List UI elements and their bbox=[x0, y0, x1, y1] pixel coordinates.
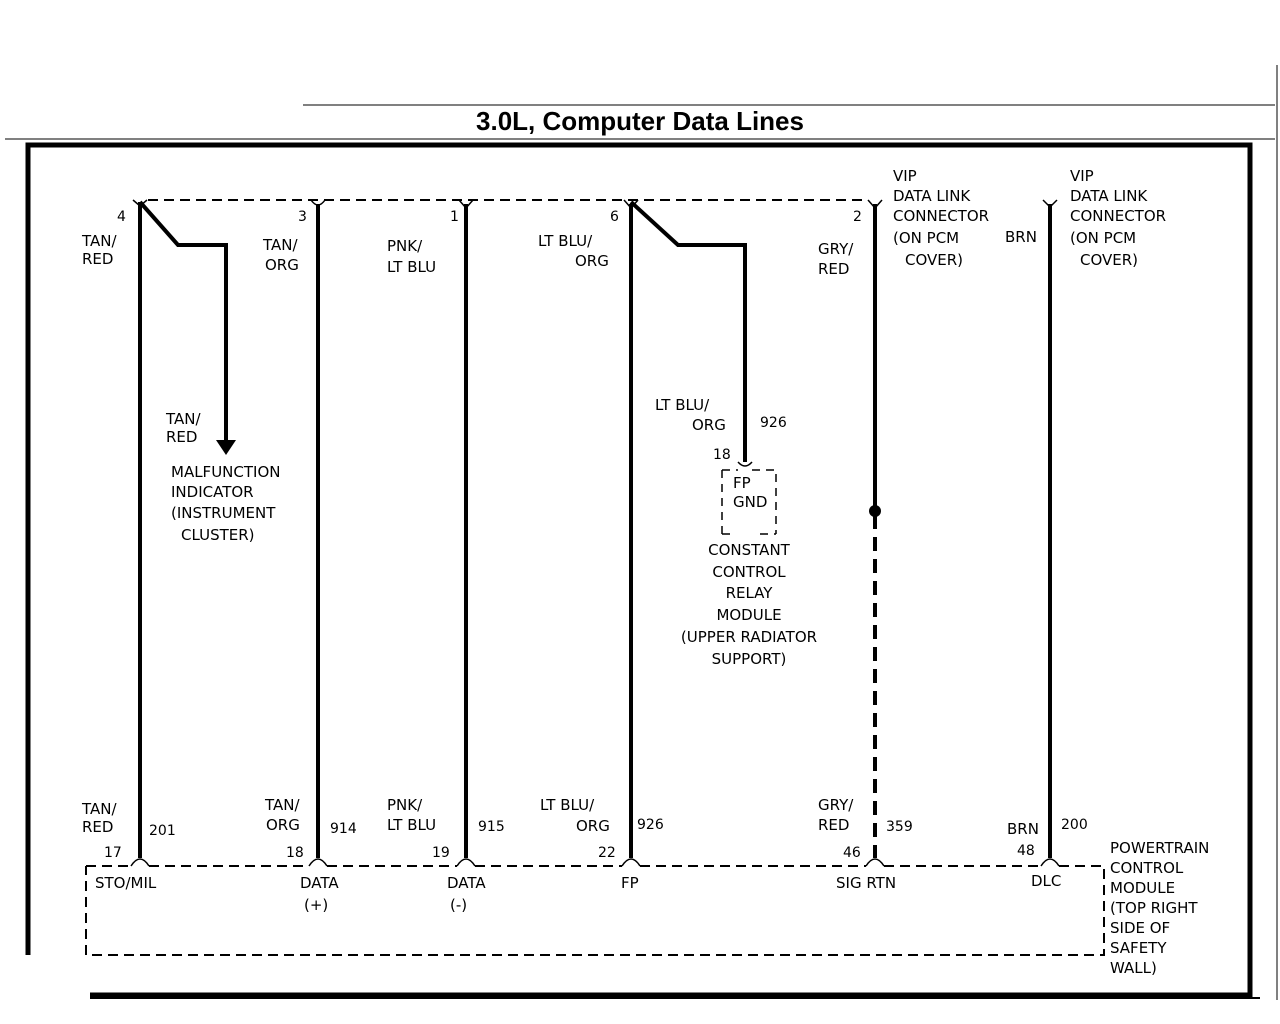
svg-text:DATA LINK: DATA LINK bbox=[1070, 187, 1148, 205]
svg-text:(UPPER RADIATOR: (UPPER RADIATOR bbox=[680, 628, 818, 646]
pcm-pin-19 bbox=[457, 859, 475, 866]
wire-label-bottom-926 bbox=[540, 796, 664, 861]
svg-text:17: 17 bbox=[104, 845, 122, 861]
svg-text:CONNECTOR: CONNECTOR bbox=[1070, 207, 1167, 225]
malfunction-indicator-label bbox=[171, 463, 280, 544]
svg-text:ORG: ORG bbox=[576, 817, 610, 835]
svg-text:LT BLU: LT BLU bbox=[387, 258, 437, 276]
svg-text:MODULE: MODULE bbox=[716, 606, 782, 624]
svg-text:TAN/: TAN/ bbox=[263, 236, 298, 254]
svg-text:VIP: VIP bbox=[893, 167, 917, 185]
svg-text:RED: RED bbox=[82, 250, 114, 268]
relay-box-text bbox=[733, 474, 767, 511]
wire-mil-branch bbox=[140, 202, 226, 440]
wire-relay-branch bbox=[631, 202, 745, 462]
wire-label-bottom-915 bbox=[387, 796, 505, 861]
svg-text:TAN/: TAN/ bbox=[82, 232, 117, 250]
arrow-down-icon bbox=[216, 440, 236, 455]
svg-text:DATA: DATA bbox=[300, 874, 339, 892]
wire-label-top-gry-red bbox=[818, 240, 854, 278]
pcm-function-sig-rtn: SIG RTN bbox=[836, 874, 897, 892]
wire-label-bottom-359 bbox=[818, 796, 913, 861]
svg-text:SIDE OF: SIDE OF bbox=[1110, 919, 1171, 937]
svg-text:LT BLU: LT BLU bbox=[387, 816, 437, 834]
svg-text:COVER): COVER) bbox=[905, 251, 964, 269]
svg-text:VIP: VIP bbox=[1070, 167, 1094, 185]
svg-text:GRY/: GRY/ bbox=[818, 240, 854, 258]
svg-text:DATA LINK: DATA LINK bbox=[893, 187, 971, 205]
wire-label-top-pnk-ltblu bbox=[387, 237, 436, 276]
pcm-label bbox=[1110, 839, 1209, 977]
svg-text:CLUSTER): CLUSTER) bbox=[181, 526, 255, 544]
svg-text:CONSTANT: CONSTANT bbox=[708, 541, 790, 559]
svg-text:ORG: ORG bbox=[692, 416, 726, 434]
wire-label-bottom-201 bbox=[81, 800, 176, 861]
svg-text:MALFUNCTION: MALFUNCTION bbox=[171, 463, 281, 481]
top-pin-3 bbox=[298, 200, 325, 225]
svg-text:PNK/: PNK/ bbox=[387, 796, 423, 814]
wire-label-top-ltblu-org bbox=[538, 232, 609, 270]
svg-text:18: 18 bbox=[286, 845, 304, 861]
svg-text:PNK/: PNK/ bbox=[387, 237, 423, 255]
pin-number: 6 bbox=[610, 209, 619, 225]
svg-text:MODULE: MODULE bbox=[1110, 879, 1176, 897]
svg-text:RED: RED bbox=[818, 816, 850, 834]
svg-text:TAN/: TAN/ bbox=[265, 796, 300, 814]
svg-text:(ON PCM: (ON PCM bbox=[893, 229, 960, 247]
pcm-function-data-plus bbox=[300, 874, 339, 914]
svg-text:48: 48 bbox=[1017, 843, 1035, 859]
splice-dot bbox=[869, 505, 881, 517]
svg-text:TAN/: TAN/ bbox=[166, 410, 201, 428]
svg-text:SUPPORT): SUPPORT) bbox=[711, 650, 787, 668]
pin-number: 1 bbox=[450, 209, 459, 225]
svg-text:CONTROL: CONTROL bbox=[1110, 859, 1184, 877]
relay-module-label bbox=[681, 541, 817, 668]
svg-text:CONNECTOR: CONNECTOR bbox=[893, 207, 990, 225]
svg-text:COVER): COVER) bbox=[1080, 251, 1139, 269]
svg-text:926: 926 bbox=[637, 817, 664, 833]
svg-text:ORG: ORG bbox=[575, 252, 609, 270]
pcm-function-dlc: DLC bbox=[1031, 872, 1062, 890]
svg-text:359: 359 bbox=[886, 819, 913, 835]
svg-text:GRY/: GRY/ bbox=[818, 796, 854, 814]
pcm-pin-48 bbox=[1041, 859, 1059, 866]
relay-pin bbox=[738, 462, 752, 466]
pcm-box bbox=[86, 866, 1104, 955]
pcm-pin-18 bbox=[309, 859, 327, 866]
svg-text:DATA: DATA bbox=[447, 874, 486, 892]
pin-number: 2 bbox=[853, 209, 862, 225]
svg-text:18: 18 bbox=[713, 447, 731, 463]
diagram-frame bbox=[28, 145, 1250, 995]
svg-text:(TOP RIGHT: (TOP RIGHT bbox=[1110, 899, 1198, 917]
pcm-function-fp: FP bbox=[621, 874, 639, 892]
pcm-pin-46 bbox=[866, 859, 884, 866]
wire-label-top-tan-red bbox=[81, 232, 117, 268]
svg-text:200: 200 bbox=[1061, 817, 1088, 833]
relay-wire-label bbox=[655, 396, 787, 463]
svg-text:LT BLU/: LT BLU/ bbox=[540, 796, 595, 814]
pin-number: 3 bbox=[298, 209, 307, 225]
svg-text:915: 915 bbox=[478, 819, 505, 835]
svg-text:POWERTRAIN: POWERTRAIN bbox=[1110, 839, 1210, 857]
pcm-function-sto-mil: STO/MIL bbox=[95, 874, 157, 892]
svg-text:201: 201 bbox=[149, 823, 176, 839]
page-title: 3.0L, Computer Data Lines bbox=[476, 106, 804, 136]
svg-text:RED: RED bbox=[166, 428, 198, 446]
svg-text:SAFETY: SAFETY bbox=[1110, 939, 1167, 957]
vip-connector-label-2 bbox=[1070, 167, 1166, 269]
svg-text:ORG: ORG bbox=[265, 256, 299, 274]
svg-text:LT BLU/: LT BLU/ bbox=[655, 396, 710, 414]
svg-text:(+): (+) bbox=[304, 896, 329, 914]
svg-text:RED: RED bbox=[82, 818, 114, 836]
wire-label-top-tan-org bbox=[262, 236, 299, 274]
svg-text:RED: RED bbox=[818, 260, 850, 278]
pin-number: 4 bbox=[117, 209, 126, 225]
svg-text:LT BLU/: LT BLU/ bbox=[538, 232, 593, 250]
svg-text:19: 19 bbox=[432, 845, 450, 861]
svg-text:46: 46 bbox=[843, 845, 861, 861]
wire-label-top-brn bbox=[1005, 228, 1037, 246]
wire-label-bottom-200 bbox=[1007, 817, 1088, 859]
svg-text:INDICATOR: INDICATOR bbox=[171, 483, 254, 501]
svg-text:22: 22 bbox=[598, 845, 616, 861]
top-pin-1 bbox=[450, 200, 473, 225]
svg-text:RELAY: RELAY bbox=[725, 584, 773, 602]
svg-text:(ON PCM: (ON PCM bbox=[1070, 229, 1137, 247]
svg-text:926: 926 bbox=[760, 415, 787, 431]
svg-text:ORG: ORG bbox=[266, 816, 300, 834]
svg-text:FP: FP bbox=[733, 474, 751, 492]
vip-connector-label bbox=[893, 167, 989, 269]
svg-text:BRN: BRN bbox=[1005, 228, 1037, 246]
svg-text:CONTROL: CONTROL bbox=[712, 563, 786, 581]
wire-label-bottom-914 bbox=[264, 796, 357, 861]
svg-text:WALL): WALL) bbox=[1110, 959, 1157, 977]
top-pin-2 bbox=[853, 200, 882, 225]
svg-text:(-): (-) bbox=[450, 896, 468, 914]
pcm-pin-17 bbox=[131, 859, 149, 866]
pcm-pin-22 bbox=[622, 859, 640, 866]
svg-text:(INSTRUMENT: (INSTRUMENT bbox=[171, 504, 276, 522]
svg-text:914: 914 bbox=[330, 821, 357, 837]
pcm-function-data-minus bbox=[447, 874, 486, 914]
mil-wire-label bbox=[165, 410, 201, 446]
svg-text:BRN: BRN bbox=[1007, 820, 1039, 838]
svg-text:GND: GND bbox=[733, 493, 768, 511]
svg-text:TAN/: TAN/ bbox=[82, 800, 117, 818]
